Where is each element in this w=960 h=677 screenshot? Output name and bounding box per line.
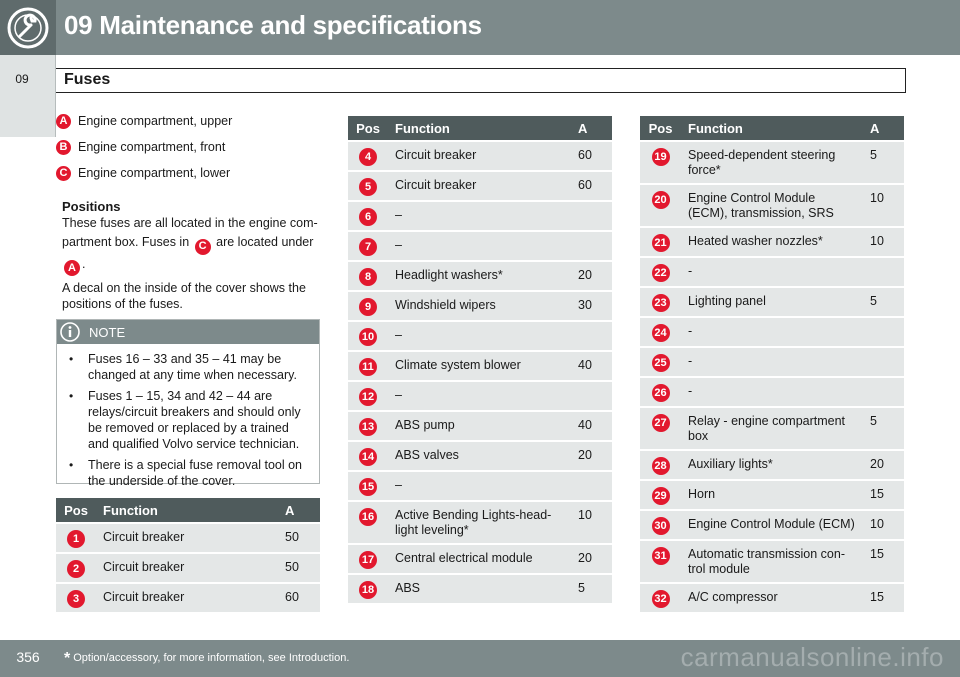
watermark: carmanualsonline.info (680, 642, 944, 672)
section-title: Fuses (64, 71, 111, 88)
note-item: • There is a special fuse removal tool on the underside of the cover. (65, 457, 309, 489)
fuse-number-badge: 16 (359, 508, 377, 526)
pos-cell (348, 352, 388, 380)
pos-cell (348, 232, 388, 260)
pos-cell (348, 262, 388, 290)
amps-cell: 5 (863, 288, 904, 316)
chapter-number: 09 (15, 72, 29, 86)
function-cell: – (388, 202, 571, 230)
positions-block (62, 199, 324, 312)
amps-cell: 10 (863, 511, 904, 539)
pos-cell (56, 584, 96, 612)
fuse-number-badge: 5 (359, 178, 377, 196)
table-row (640, 481, 904, 509)
location-badge-c: C (195, 239, 211, 255)
amps-cell: 10 (863, 185, 904, 226)
amps-cell (571, 322, 612, 350)
amps-cell: 5 (863, 142, 904, 183)
pos-cell (640, 481, 681, 509)
table-header-row (640, 116, 904, 140)
table-row (640, 348, 904, 376)
function-cell: ABS (388, 575, 571, 603)
pos-cell (348, 442, 388, 470)
amps-cell: 10 (571, 502, 612, 543)
function-cell: Lighting panel (681, 288, 863, 316)
fuse-table-3 (640, 114, 904, 614)
table-row (348, 545, 612, 573)
table-row (640, 318, 904, 346)
pos-cell (640, 511, 681, 539)
table-row (56, 524, 320, 552)
function-cell: Active Bending Lights-head-light leveling* (388, 502, 571, 543)
positions-text (62, 214, 324, 276)
location-item (56, 137, 225, 157)
pos-cell (348, 575, 388, 603)
header-function: Function (388, 116, 571, 140)
amps-cell (863, 318, 904, 346)
table-row (348, 292, 612, 320)
header-pos: Pos (56, 498, 96, 522)
footnote-star: * (64, 650, 71, 667)
table-row (56, 554, 320, 582)
function-cell: - (681, 318, 863, 346)
decal-paragraph: A decal on the inside of the cover shows the positions of the fuses. (62, 281, 306, 311)
table-row (640, 541, 904, 582)
pos-cell (640, 318, 681, 346)
amps-cell (571, 232, 612, 260)
table-row (348, 502, 612, 543)
table-row (348, 352, 612, 380)
fuse-number-badge: 11 (359, 358, 377, 376)
pos-cell (640, 228, 681, 256)
function-cell: - (681, 378, 863, 406)
amps-cell: 20 (571, 442, 612, 470)
table-row (348, 262, 612, 290)
location-badge-a: A (64, 260, 80, 276)
header-amps: A (571, 116, 612, 140)
pos-cell (640, 408, 681, 449)
table-header-row (56, 498, 320, 522)
amps-cell: 60 (571, 172, 612, 200)
chapter-tab (0, 55, 56, 137)
chapter-header (0, 0, 960, 55)
table-row (640, 288, 904, 316)
pos-cell (348, 292, 388, 320)
fuse-number-badge: 21 (652, 234, 670, 252)
table-row (348, 412, 612, 440)
table-row (348, 322, 612, 350)
amps-cell: 20 (571, 545, 612, 573)
function-cell: - (681, 348, 863, 376)
info-icon (59, 321, 81, 343)
location-label: Engine compartment, upper (78, 114, 233, 128)
pos-cell (640, 451, 681, 479)
pos-cell (348, 322, 388, 350)
header-amps: A (278, 498, 320, 522)
pos-cell (640, 541, 681, 582)
location-badge: A (56, 114, 71, 129)
fuse-number-badge: 19 (652, 148, 670, 166)
amps-cell: 30 (571, 292, 612, 320)
fuse-number-badge: 1 (67, 530, 85, 548)
amps-cell (863, 348, 904, 376)
pos-cell (56, 524, 96, 552)
fuse-number-badge: 24 (652, 324, 670, 342)
fuse-number-badge: 20 (652, 191, 670, 209)
function-cell: – (388, 322, 571, 350)
positions-heading: Positions (62, 199, 121, 214)
fuse-number-badge: 28 (652, 457, 670, 475)
table-row (348, 472, 612, 500)
pos-cell (640, 185, 681, 226)
table-row (348, 202, 612, 230)
table-row (640, 408, 904, 449)
fuse-number-badge: 23 (652, 294, 670, 312)
amps-cell: 15 (863, 584, 904, 612)
table-row (348, 382, 612, 410)
pos-cell (640, 288, 681, 316)
fuse-number-badge: 15 (359, 478, 377, 496)
function-cell: A/C compressor (681, 584, 863, 612)
pos-cell (348, 472, 388, 500)
function-cell: Speed-dependent steering force* (681, 142, 863, 183)
note-header (57, 320, 319, 344)
positions-line-3: . (82, 256, 86, 271)
note-box (56, 319, 320, 488)
table-row (640, 378, 904, 406)
table-row (640, 451, 904, 479)
pos-cell (640, 258, 681, 286)
table-row (640, 511, 904, 539)
pos-cell (348, 502, 388, 543)
amps-cell: 5 (571, 575, 612, 603)
amps-cell (571, 202, 612, 230)
page-footer (0, 640, 960, 677)
pos-cell (348, 412, 388, 440)
fuse-number-badge: 3 (67, 590, 85, 608)
positions-line-2b: are located under (216, 235, 314, 249)
fuse-number-badge: 31 (652, 547, 670, 565)
table-row (640, 584, 904, 612)
function-cell: Horn (681, 481, 863, 509)
fuse-number-badge: 17 (359, 551, 377, 569)
header-function: Function (681, 116, 863, 140)
note-label: NOTE (89, 324, 126, 340)
amps-cell: 5 (863, 408, 904, 449)
table-row (640, 258, 904, 286)
amps-cell: 50 (278, 554, 320, 582)
amps-cell: 40 (571, 412, 612, 440)
location-item (56, 111, 232, 131)
amps-cell (863, 378, 904, 406)
function-cell: Auxiliary lights* (681, 451, 863, 479)
fuse-number-badge: 30 (652, 517, 670, 535)
fuse-table-1 (56, 496, 320, 614)
pos-cell (640, 348, 681, 376)
pos-cell (56, 554, 96, 582)
fuse-number-badge: 8 (359, 268, 377, 286)
footnote-text: Option/accessory, for more information, see Introduction. (73, 652, 350, 664)
amps-cell: 60 (278, 584, 320, 612)
amps-cell: 20 (571, 262, 612, 290)
table-row (640, 228, 904, 256)
pos-cell (640, 378, 681, 406)
location-label: Engine compartment, lower (78, 166, 231, 180)
function-cell: Circuit breaker (96, 584, 278, 612)
function-cell: Engine Control Module (ECM) (681, 511, 863, 539)
positions-line-1: These fuses are all located in the engine com- (62, 216, 318, 230)
fuse-number-badge: 2 (67, 560, 85, 578)
function-cell: ABS pump (388, 412, 571, 440)
function-cell: Automatic transmission con-trol module (681, 541, 863, 582)
fuse-number-badge: 13 (359, 418, 377, 436)
function-cell: - (681, 258, 863, 286)
header-pos: Pos (640, 116, 681, 140)
fuse-number-badge: 22 (652, 264, 670, 282)
fuse-number-badge: 27 (652, 414, 670, 432)
positions-line-2a: partment box. Fuses in (62, 235, 190, 249)
amps-cell: 15 (863, 541, 904, 582)
location-label: Engine compartment, front (78, 140, 226, 154)
fuse-number-badge: 12 (359, 388, 377, 406)
table-row (348, 172, 612, 200)
location-badge: B (56, 140, 71, 155)
function-cell: Circuit breaker (96, 554, 278, 582)
page-number: 356 (16, 649, 40, 665)
table-row (640, 185, 904, 226)
function-cell: Circuit breaker (96, 524, 278, 552)
pos-cell (348, 202, 388, 230)
pos-cell (348, 382, 388, 410)
function-cell: Windshield wipers (388, 292, 571, 320)
pos-cell (348, 545, 388, 573)
table-row (56, 584, 320, 612)
pos-cell (640, 142, 681, 183)
fuse-number-badge: 26 (652, 384, 670, 402)
fuse-table-2 (348, 114, 612, 605)
pos-cell (640, 584, 681, 612)
function-cell: Circuit breaker (388, 172, 571, 200)
footnote (64, 650, 349, 668)
fuse-number-badge: 29 (652, 487, 670, 505)
table-header-row (348, 116, 612, 140)
note-item: • Fuses 16 – 33 and 35 – 41 may be changed at any time when necessary. (65, 351, 309, 383)
function-cell: – (388, 472, 571, 500)
function-cell: Central electrical module (388, 545, 571, 573)
wrench-logo-icon (0, 0, 56, 55)
function-cell: Engine Control Module (ECM), transmission, SRS (681, 185, 863, 226)
amps-cell (571, 382, 612, 410)
section-header (56, 68, 906, 93)
note-item: • Fuses 1 – 15, 34 and 42 – 44 are relays/circuit breakers and should only be removed or replaced by a trained and qualified Volvo service technician. (65, 388, 309, 452)
amps-cell: 10 (863, 228, 904, 256)
fuse-number-badge: 18 (359, 581, 377, 599)
fuse-number-badge: 32 (652, 590, 670, 608)
note-list (57, 344, 319, 489)
amps-cell: 60 (571, 142, 612, 170)
fuse-number-badge: 25 (652, 354, 670, 372)
function-cell: – (388, 382, 571, 410)
header-amps: A (863, 116, 904, 140)
function-cell: Circuit breaker (388, 142, 571, 170)
fuse-number-badge: 4 (359, 148, 377, 166)
amps-cell (571, 472, 612, 500)
table-row (640, 142, 904, 183)
amps-cell (863, 258, 904, 286)
amps-cell: 15 (863, 481, 904, 509)
fuse-number-badge: 6 (359, 208, 377, 226)
amps-cell: 20 (863, 451, 904, 479)
pos-cell (348, 172, 388, 200)
table-row (348, 442, 612, 470)
fuse-number-badge: 10 (359, 328, 377, 346)
fuse-number-badge: 7 (359, 238, 377, 256)
function-cell: Climate system blower (388, 352, 571, 380)
pos-cell (348, 142, 388, 170)
amps-cell: 50 (278, 524, 320, 552)
header-function: Function (96, 498, 278, 522)
table-row (348, 232, 612, 260)
location-badge: C (56, 166, 71, 181)
amps-cell: 40 (571, 352, 612, 380)
table-row (348, 142, 612, 170)
function-cell: Headlight washers* (388, 262, 571, 290)
fuse-number-badge: 9 (359, 298, 377, 316)
table-row (348, 575, 612, 603)
location-item (56, 163, 230, 183)
fuse-number-badge: 14 (359, 448, 377, 466)
function-cell: Relay - engine compartment box (681, 408, 863, 449)
function-cell: Heated washer nozzles* (681, 228, 863, 256)
chapter-title: 09 Maintenance and specifications (64, 10, 482, 40)
header-pos: Pos (348, 116, 388, 140)
function-cell: – (388, 232, 571, 260)
function-cell: ABS valves (388, 442, 571, 470)
